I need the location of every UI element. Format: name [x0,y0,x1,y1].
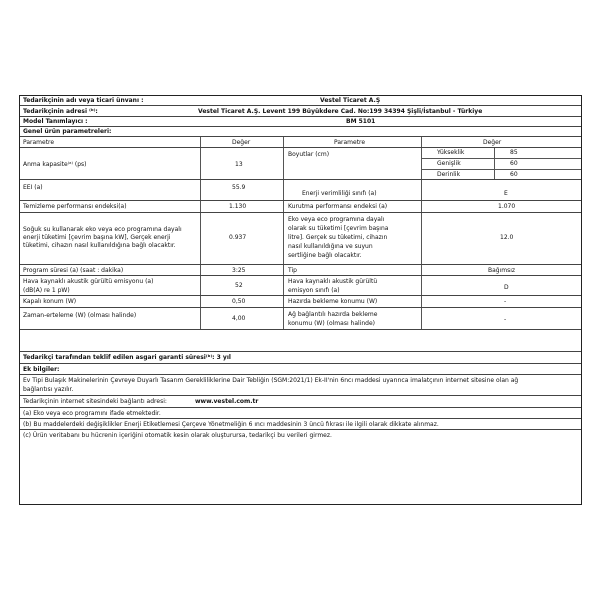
dimensions-label: Boyutlar (cm) [288,151,330,158]
table-row [20,296,581,308]
rated-capacity-value: 13 [235,161,243,168]
table-row [20,201,581,213]
width-value: 60 [510,160,518,167]
product-information-sheet [19,95,582,505]
model-row [20,117,581,127]
energy-class-label: Enerji verimliliği sınıfı (a) [302,190,377,197]
table-row [20,213,581,265]
program-duration-label: Program süresi (a) (saat : dakika) [23,267,124,274]
model-label: Model Tanımlayıcı : [23,118,88,125]
water-consumption-label-line: olarak su tüketimi [çevrim başına [288,225,389,232]
cleaning-index-label: Temizleme performansı endeksi(a) [23,203,127,210]
table-row [20,180,581,201]
width-label: Genişlik [437,160,461,167]
general-parameters-label: Genel ürün parametreleri: [23,128,112,135]
table-row [20,276,581,296]
model-value: BM 5101 [346,118,376,125]
note-row [20,419,581,430]
note-text: (a) Eko veya eco programını ifade etmektedir. [23,410,161,417]
table-row [20,265,581,276]
energy-class-value: E [504,190,508,197]
energy-consumption-label-line: Soğuk su kullanarak eko veya eco programına dayalı [23,226,182,233]
height-value: 85 [510,149,518,156]
delay-start-value: 4,00 [232,315,246,322]
table-row [20,308,581,330]
column-header-value: Değer [232,139,251,146]
extra-info-row [20,375,581,396]
note-row [20,430,581,441]
eei-label: EEI (a) [23,184,43,191]
extra-info-label: Ek bilgiler: [23,366,60,373]
table-row [20,148,581,180]
water-consumption-label-line: sertliğine bağlı olacaktır. [288,252,362,259]
table-cell [20,180,201,200]
water-consumption-value: 12.0 [500,234,514,241]
rated-capacity-label: Anma kapasite⁽ᵃ⁾ (ps) [23,161,87,168]
delay-start-label: Zaman-erteleme (W) (olması halinde) [23,312,137,319]
energy-consumption-label-line: tüketimi, cihazın nasıl kullanıldığına bağlı olacaktır. [23,242,176,249]
program-duration-value: 3:25 [232,267,246,274]
supplier-name-label: Tedarikçinin adı veya ticari ünvanı : [23,97,144,104]
networked-standby-label-line: Ağ bağlantılı hazırda bekleme [288,311,378,318]
note-row [20,408,581,419]
drying-index-value: 1.070 [498,203,516,210]
type-value: Bağımsız [488,267,516,274]
extra-info-text-line: bağlantısı yazılır. [23,386,74,393]
supplier-address-label: Tedarikçinin adresi ⁽ᵇ⁾: [23,108,98,115]
standby-label: Hazırda bekleme konumu (W) [288,298,378,305]
table-cell [284,265,422,275]
water-consumption-label-line: litre]. Gerçek su tüketimi, cihazın [288,234,388,241]
note-text: (b) Bu maddelerdeki değişiklikler Enerji Etiketlemesi Çerçeve Yönetmeliğin 6 ıncı maddesinin 3 üncü fıkrası ile ilgili olarak dikkate alınmaz. [23,421,439,428]
networked-standby-label-line: konumu (W) (olması halinde) [288,320,375,327]
website-link[interactable]: www.vestel.com.tr [195,398,259,405]
off-mode-label: Kapalı konum (W) [23,298,77,305]
guarantee-row [20,352,581,364]
noise-value: 52 [235,282,243,289]
noise-class-label-line: emisyon sınıfı (a) [288,287,340,294]
water-consumption-label-line: nasıl kullanıldığına ve suyun [288,243,373,250]
energy-consumption-label-line: enerji tüketimi [çevrim başına kW], Gerçek enerji [23,234,171,241]
cleaning-index-value: 1.130 [229,203,247,210]
noise-label-line: Hava kaynaklı akustik gürültü emisyonu (a) [23,278,154,285]
supplier-name-value: Vestel Ticaret A.Ş [320,97,381,104]
table-header-row [20,137,581,148]
supplier-address-row [20,106,581,117]
type-label: Tip [288,267,297,274]
website-row [20,396,581,408]
networked-standby-value: - [504,316,507,323]
drying-index-label: Kurutma performansı endeksi (a) [288,203,388,210]
energy-consumption-value: 0.937 [229,234,247,241]
supplier-name-row [20,96,581,106]
website-label: Tedarikçinin internet sitesindeki bağlantı adresi: [23,398,167,405]
off-mode-value: 0,50 [232,298,246,305]
noise-label-line: (dB(A) re 1 pW) [23,287,70,294]
extra-info-header-row [20,364,581,375]
dimension-divider [422,158,581,159]
column-header-value-2: Değer [483,139,502,146]
guarantee-text: Tedarikçi tarafından teklif edilen asgari garanti süresi⁽ᵇ⁾: 3 yıl [23,354,231,361]
height-label: Yükseklik [437,149,465,156]
spacer-row [20,330,581,352]
supplier-address-value: Vestel Ticaret A.Ş. Levent 199 Büyükdere Cad. No:199 34394 Şişli/İstanbul - Türkiye [198,108,483,115]
noise-class-label-line: Hava kaynaklı akustik gürültü [288,278,378,285]
column-header-param-2: Parametre [334,139,366,146]
noise-class-value: D [504,284,509,291]
standby-value: - [504,298,507,305]
column-header-param: Parametre [23,139,55,146]
general-parameters-row [20,127,581,137]
dimension-divider [422,169,581,170]
depth-value: 60 [510,171,518,178]
note-text: (c) Ürün veritabanı bu hücrenin içeriğini otomatik kesin olarak oluşturursa, tedarikçi bu verileri girmez. [23,432,332,439]
depth-label: Derinlik [437,171,461,178]
eei-value: 55.9 [232,184,246,191]
extra-info-text-line: Ev Tipi Bulaşık Makinelerinin Çevreye Duyarlı Tasarım Gerekliliklerine Dair Tebliğin (SGM:2021/1) Ek-II'nin 6ncı maddesi uyarınca imalatçının internet sitesine olan ağ [23,377,519,384]
water-consumption-label-line: Eko veya eco programına dayalı [288,216,385,223]
